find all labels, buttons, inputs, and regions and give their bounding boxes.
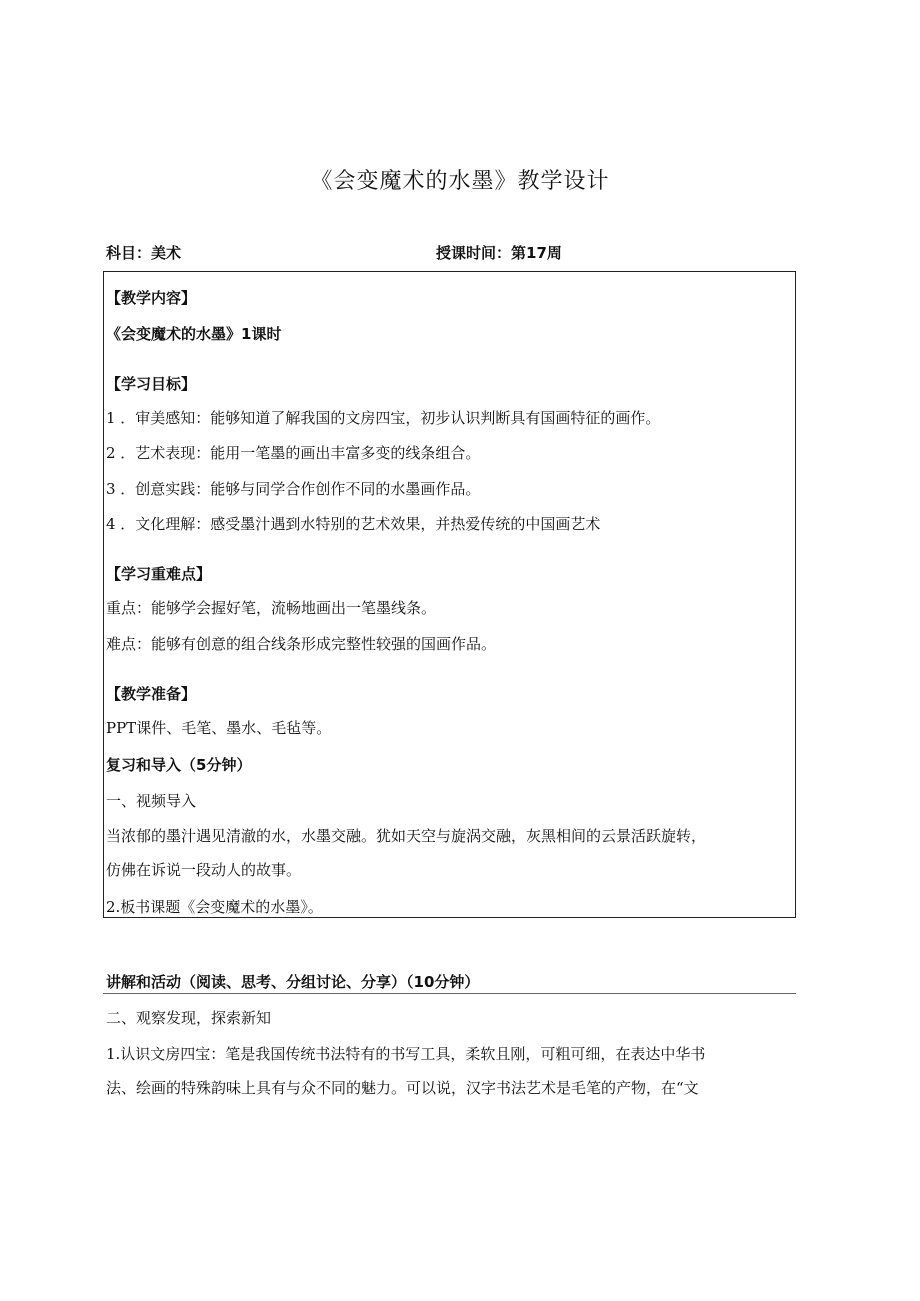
preparation-heading: 【教学准备】 bbox=[106, 685, 197, 703]
objectives-heading: 【学习目标】 bbox=[106, 375, 197, 393]
preparation-materials: PPT课件、毛笔、墨水、毛毡等。 bbox=[106, 719, 332, 737]
objective-item: 3 ．创意实践：能够与同学合作创作不同的水墨画作品。 bbox=[106, 480, 481, 498]
key-point-difficulty: 难点：能够有创意的组合线条形成完整性较强的国画作品。 bbox=[106, 635, 497, 653]
document-title: 《会变魔术的水墨》教学设计 bbox=[310, 169, 610, 194]
activity-subheading: 二、观察发现，探索新知 bbox=[106, 1009, 272, 1027]
class-time-label: 授课时间：第17周 bbox=[436, 244, 562, 262]
section-divider bbox=[103, 993, 796, 994]
review-paragraph-line: 当浓郁的墨汁遇见清澈的水，水墨交融。犹如天空与旋涡交融，灰黑相间的云景活跃旋转， bbox=[106, 827, 707, 845]
key-point-focus: 重点：能够学会握好笔，流畅地画出一笔墨线条。 bbox=[106, 599, 437, 617]
review-heading: 复习和导入（5分钟） bbox=[106, 756, 252, 774]
key-points-heading: 【学习重难点】 bbox=[106, 565, 212, 583]
activity-paragraph-line: 1.认识文房四宝：笔是我国传统书法特有的书写工具，柔软且刚，可粗可细，在表达中华书 bbox=[106, 1045, 706, 1063]
activity-heading: 讲解和活动（阅读、思考、分组讨论、分享）（10分钟） bbox=[106, 973, 480, 991]
objective-item: 1 ．审美感知：能够知道了解我国的文房四宝，初步认识判断具有国画特征的画作。 bbox=[106, 409, 661, 427]
teaching-content-heading: 【教学内容】 bbox=[106, 289, 197, 307]
objective-item: 4 ．文化理解：感受墨汁遇到水特别的艺术效果，并热爱传统的中国画艺术 bbox=[106, 515, 601, 533]
review-paragraph-line: 仿佛在诉说一段动人的故事。 bbox=[106, 861, 302, 879]
activity-paragraph-line: 法、绘画的特殊韵味上具有与众不同的魅力。可以说，汉字书法艺术是毛笔的产物，在“文 bbox=[106, 1079, 699, 1097]
board-title-line: 2.板书课题《会变魔术的水墨》。 bbox=[106, 898, 323, 916]
objective-item: 2 ．艺术表现：能用一笔墨的画出丰富多变的线条组合。 bbox=[106, 444, 481, 462]
lesson-title: 《会变魔术的水墨》1课时 bbox=[106, 325, 282, 343]
subject-label: 科目：美术 bbox=[106, 244, 182, 262]
review-subheading: 一、视频导入 bbox=[106, 792, 197, 810]
lesson-plan-box bbox=[103, 271, 796, 918]
